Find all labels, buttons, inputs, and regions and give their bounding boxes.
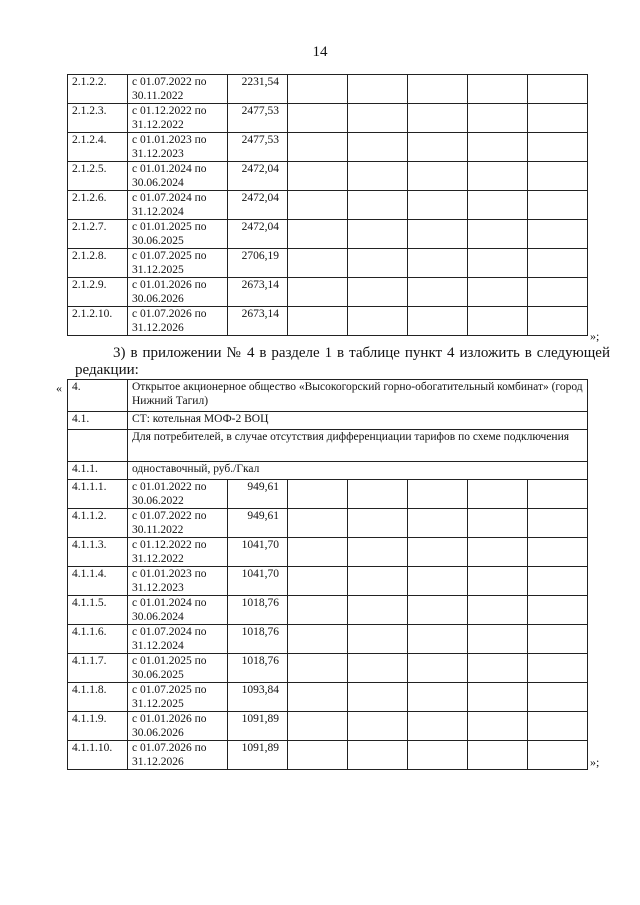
header-code: 4. <box>68 380 128 412</box>
header-text: одноставочный, руб./Гкал <box>128 462 588 480</box>
row-value: 1018,76 <box>228 654 288 683</box>
period-start: с 01.07.2024 по <box>132 626 207 638</box>
header-text: Открытое акционерное общество «Высокогорский горно-обогатительный комбинат» (город Нижний Тагил) <box>128 380 588 412</box>
empty-cell <box>528 191 588 220</box>
empty-cell <box>288 249 348 278</box>
closing-quote: »; <box>590 329 600 343</box>
row-value: 2477,53 <box>228 104 288 133</box>
period-end: 31.12.2024 <box>132 640 184 652</box>
header-code: 4.1. <box>68 412 128 430</box>
empty-cell <box>348 683 408 712</box>
row-period <box>128 596 228 625</box>
table-row <box>68 278 588 307</box>
empty-cell <box>408 191 468 220</box>
empty-cell <box>528 249 588 278</box>
table-row <box>68 191 588 220</box>
empty-cell <box>288 683 348 712</box>
period-end: 31.12.2025 <box>132 264 184 276</box>
empty-cell <box>288 75 348 104</box>
row-code: 2.1.2.9. <box>68 278 128 307</box>
row-period <box>128 625 228 654</box>
empty-cell <box>528 307 588 336</box>
row-period <box>128 567 228 596</box>
table-row <box>68 567 588 596</box>
table-row <box>68 596 588 625</box>
empty-cell <box>468 104 528 133</box>
empty-cell <box>348 249 408 278</box>
empty-cell <box>408 654 468 683</box>
empty-cell <box>408 509 468 538</box>
empty-cell <box>288 567 348 596</box>
empty-cell <box>528 104 588 133</box>
row-value: 1091,89 <box>228 712 288 741</box>
tariff-table-continued <box>67 74 588 336</box>
empty-cell <box>468 596 528 625</box>
period-end: 30.06.2024 <box>132 177 184 189</box>
empty-cell <box>348 567 408 596</box>
empty-cell <box>288 133 348 162</box>
row-code: 4.1.1.2. <box>68 509 128 538</box>
empty-cell <box>528 741 588 770</box>
table-row <box>68 683 588 712</box>
empty-cell <box>408 480 468 509</box>
period-start: с 01.01.2025 по <box>132 655 207 667</box>
period-start: с 01.07.2026 по <box>132 308 207 320</box>
empty-cell <box>348 596 408 625</box>
row-code: 4.1.1.1. <box>68 480 128 509</box>
empty-cell <box>468 191 528 220</box>
row-period <box>128 654 228 683</box>
period-start: с 01.01.2022 по <box>132 481 207 493</box>
row-code: 2.1.2.6. <box>68 191 128 220</box>
header-text: Для потребителей, в случае отсутствия дифференциации тарифов по схеме подключения <box>128 430 588 462</box>
row-value: 1018,76 <box>228 625 288 654</box>
empty-cell <box>348 741 408 770</box>
empty-cell <box>348 712 408 741</box>
empty-cell <box>408 278 468 307</box>
period-end: 30.06.2025 <box>132 235 184 247</box>
row-period <box>128 133 228 162</box>
period-start: с 01.07.2024 по <box>132 192 207 204</box>
empty-cell <box>408 249 468 278</box>
table-row <box>68 509 588 538</box>
empty-cell <box>408 538 468 567</box>
row-code: 2.1.2.2. <box>68 75 128 104</box>
row-value: 2477,53 <box>228 133 288 162</box>
row-code: 4.1.1.7. <box>68 654 128 683</box>
row-period <box>128 104 228 133</box>
row-value: 1091,89 <box>228 741 288 770</box>
empty-cell <box>528 278 588 307</box>
period-start: с 01.01.2023 по <box>132 134 207 146</box>
row-code: 4.1.1.9. <box>68 712 128 741</box>
row-code: 4.1.1.3. <box>68 538 128 567</box>
empty-cell <box>288 654 348 683</box>
closing-quote: »; <box>590 755 600 769</box>
empty-cell <box>528 509 588 538</box>
empty-cell <box>348 278 408 307</box>
row-code: 2.1.2.3. <box>68 104 128 133</box>
empty-cell <box>348 75 408 104</box>
period-end: 30.06.2026 <box>132 293 184 305</box>
empty-cell <box>528 480 588 509</box>
row-value: 1041,70 <box>228 538 288 567</box>
row-period <box>128 249 228 278</box>
empty-cell <box>528 133 588 162</box>
table-row <box>68 75 588 104</box>
empty-cell <box>348 220 408 249</box>
header-code <box>68 430 128 462</box>
row-period <box>128 220 228 249</box>
period-end: 30.06.2024 <box>132 611 184 623</box>
tariff-table-new <box>67 379 588 770</box>
table-body <box>68 380 588 770</box>
table-row <box>68 220 588 249</box>
empty-cell <box>408 567 468 596</box>
table-row <box>68 538 588 567</box>
empty-cell <box>408 133 468 162</box>
period-end: 31.12.2022 <box>132 553 184 565</box>
empty-cell <box>468 741 528 770</box>
empty-cell <box>468 538 528 567</box>
empty-cell <box>348 654 408 683</box>
row-code: 4.1.1.10. <box>68 741 128 770</box>
opening-quote: « <box>56 381 62 395</box>
row-value: 2472,04 <box>228 220 288 249</box>
period-start: с 01.01.2024 по <box>132 597 207 609</box>
empty-cell <box>288 220 348 249</box>
empty-cell <box>528 538 588 567</box>
empty-cell <box>348 625 408 654</box>
period-start: с 01.01.2025 по <box>132 221 207 233</box>
empty-cell <box>408 596 468 625</box>
row-value: 949,61 <box>228 509 288 538</box>
period-start: с 01.07.2026 по <box>132 742 207 754</box>
period-end: 31.12.2024 <box>132 206 184 218</box>
table-row <box>68 249 588 278</box>
empty-cell <box>348 133 408 162</box>
empty-cell <box>348 104 408 133</box>
empty-cell <box>288 104 348 133</box>
header-row <box>68 462 588 480</box>
empty-cell <box>468 509 528 538</box>
empty-cell <box>528 220 588 249</box>
row-value: 2231,54 <box>228 75 288 104</box>
empty-cell <box>288 307 348 336</box>
empty-cell <box>408 741 468 770</box>
table-row <box>68 625 588 654</box>
table-row <box>68 741 588 770</box>
empty-cell <box>528 75 588 104</box>
row-period <box>128 191 228 220</box>
table-row <box>68 307 588 336</box>
row-code: 2.1.2.5. <box>68 162 128 191</box>
instruction-paragraph: 3) в приложении № 4 в разделе 1 в таблице пункт 4 изложить в следующей редакции: <box>75 345 610 378</box>
row-value: 2472,04 <box>228 162 288 191</box>
empty-cell <box>288 741 348 770</box>
period-start: с 01.07.2022 по <box>132 76 207 88</box>
empty-cell <box>528 596 588 625</box>
table-body <box>68 75 588 336</box>
period-start: с 01.01.2026 по <box>132 713 207 725</box>
period-end: 31.12.2022 <box>132 119 184 131</box>
empty-cell <box>468 654 528 683</box>
empty-cell <box>468 480 528 509</box>
row-period <box>128 741 228 770</box>
period-start: с 01.01.2026 по <box>132 279 207 291</box>
period-end: 30.11.2022 <box>132 524 184 536</box>
header-code: 4.1.1. <box>68 462 128 480</box>
empty-cell <box>468 307 528 336</box>
table-row <box>68 480 588 509</box>
row-period <box>128 538 228 567</box>
row-period <box>128 480 228 509</box>
row-value: 2472,04 <box>228 191 288 220</box>
period-start: с 01.12.2022 по <box>132 539 207 551</box>
table-row <box>68 162 588 191</box>
period-end: 30.06.2026 <box>132 727 184 739</box>
empty-cell <box>408 75 468 104</box>
row-value: 2673,14 <box>228 307 288 336</box>
row-period <box>128 683 228 712</box>
row-value: 1041,70 <box>228 567 288 596</box>
empty-cell <box>408 220 468 249</box>
empty-cell <box>288 509 348 538</box>
empty-cell <box>288 625 348 654</box>
empty-cell <box>288 278 348 307</box>
empty-cell <box>468 75 528 104</box>
row-code: 4.1.1.8. <box>68 683 128 712</box>
period-start: с 01.07.2022 по <box>132 510 207 522</box>
row-code: 2.1.2.10. <box>68 307 128 336</box>
empty-cell <box>408 307 468 336</box>
empty-cell <box>468 162 528 191</box>
empty-cell <box>468 278 528 307</box>
empty-cell <box>468 625 528 654</box>
empty-cell <box>408 683 468 712</box>
empty-cell <box>288 480 348 509</box>
row-period <box>128 278 228 307</box>
empty-cell <box>348 307 408 336</box>
row-value: 949,61 <box>228 480 288 509</box>
period-end: 30.06.2025 <box>132 669 184 681</box>
row-value: 2706,19 <box>228 249 288 278</box>
period-end: 31.12.2023 <box>132 582 184 594</box>
row-code: 2.1.2.7. <box>68 220 128 249</box>
row-period <box>128 509 228 538</box>
empty-cell <box>528 625 588 654</box>
header-text: СТ: котельная МОФ-2 ВОЦ <box>128 412 588 430</box>
empty-cell <box>528 162 588 191</box>
empty-cell <box>528 712 588 741</box>
header-row <box>68 430 588 462</box>
header-row <box>68 380 588 412</box>
row-value: 2673,14 <box>228 278 288 307</box>
period-start: с 01.07.2025 по <box>132 684 207 696</box>
row-code: 2.1.2.4. <box>68 133 128 162</box>
empty-cell <box>528 567 588 596</box>
row-code: 4.1.1.5. <box>68 596 128 625</box>
period-start: с 01.01.2023 по <box>132 568 207 580</box>
empty-cell <box>288 538 348 567</box>
empty-cell <box>348 480 408 509</box>
empty-cell <box>348 538 408 567</box>
empty-cell <box>528 654 588 683</box>
period-end: 31.12.2026 <box>132 322 184 334</box>
empty-cell <box>468 249 528 278</box>
empty-cell <box>288 712 348 741</box>
empty-cell <box>288 596 348 625</box>
row-value: 1093,84 <box>228 683 288 712</box>
empty-cell <box>408 712 468 741</box>
row-code: 4.1.1.4. <box>68 567 128 596</box>
table-row <box>68 654 588 683</box>
empty-cell <box>468 567 528 596</box>
empty-cell <box>348 191 408 220</box>
period-end: 30.06.2022 <box>132 495 184 507</box>
period-end: 30.11.2022 <box>132 90 184 102</box>
header-row <box>68 412 588 430</box>
row-period <box>128 162 228 191</box>
empty-cell <box>468 712 528 741</box>
empty-cell <box>408 162 468 191</box>
empty-cell <box>468 133 528 162</box>
empty-cell <box>528 683 588 712</box>
empty-cell <box>468 220 528 249</box>
empty-cell <box>348 509 408 538</box>
row-period <box>128 75 228 104</box>
period-end: 31.12.2025 <box>132 698 184 710</box>
empty-cell <box>348 162 408 191</box>
period-start: с 01.12.2022 по <box>132 105 207 117</box>
empty-cell <box>408 104 468 133</box>
page-number: 14 <box>312 44 328 60</box>
empty-cell <box>288 162 348 191</box>
period-start: с 01.01.2024 по <box>132 163 207 175</box>
table-row <box>68 712 588 741</box>
row-period <box>128 712 228 741</box>
empty-cell <box>408 625 468 654</box>
row-code: 2.1.2.8. <box>68 249 128 278</box>
table-row <box>68 133 588 162</box>
table-row <box>68 104 588 133</box>
row-value: 1018,76 <box>228 596 288 625</box>
empty-cell <box>468 683 528 712</box>
empty-cell <box>288 191 348 220</box>
row-code: 4.1.1.6. <box>68 625 128 654</box>
period-end: 31.12.2023 <box>132 148 184 160</box>
period-start: с 01.07.2025 по <box>132 250 207 262</box>
period-end: 31.12.2026 <box>132 756 184 768</box>
row-period <box>128 307 228 336</box>
